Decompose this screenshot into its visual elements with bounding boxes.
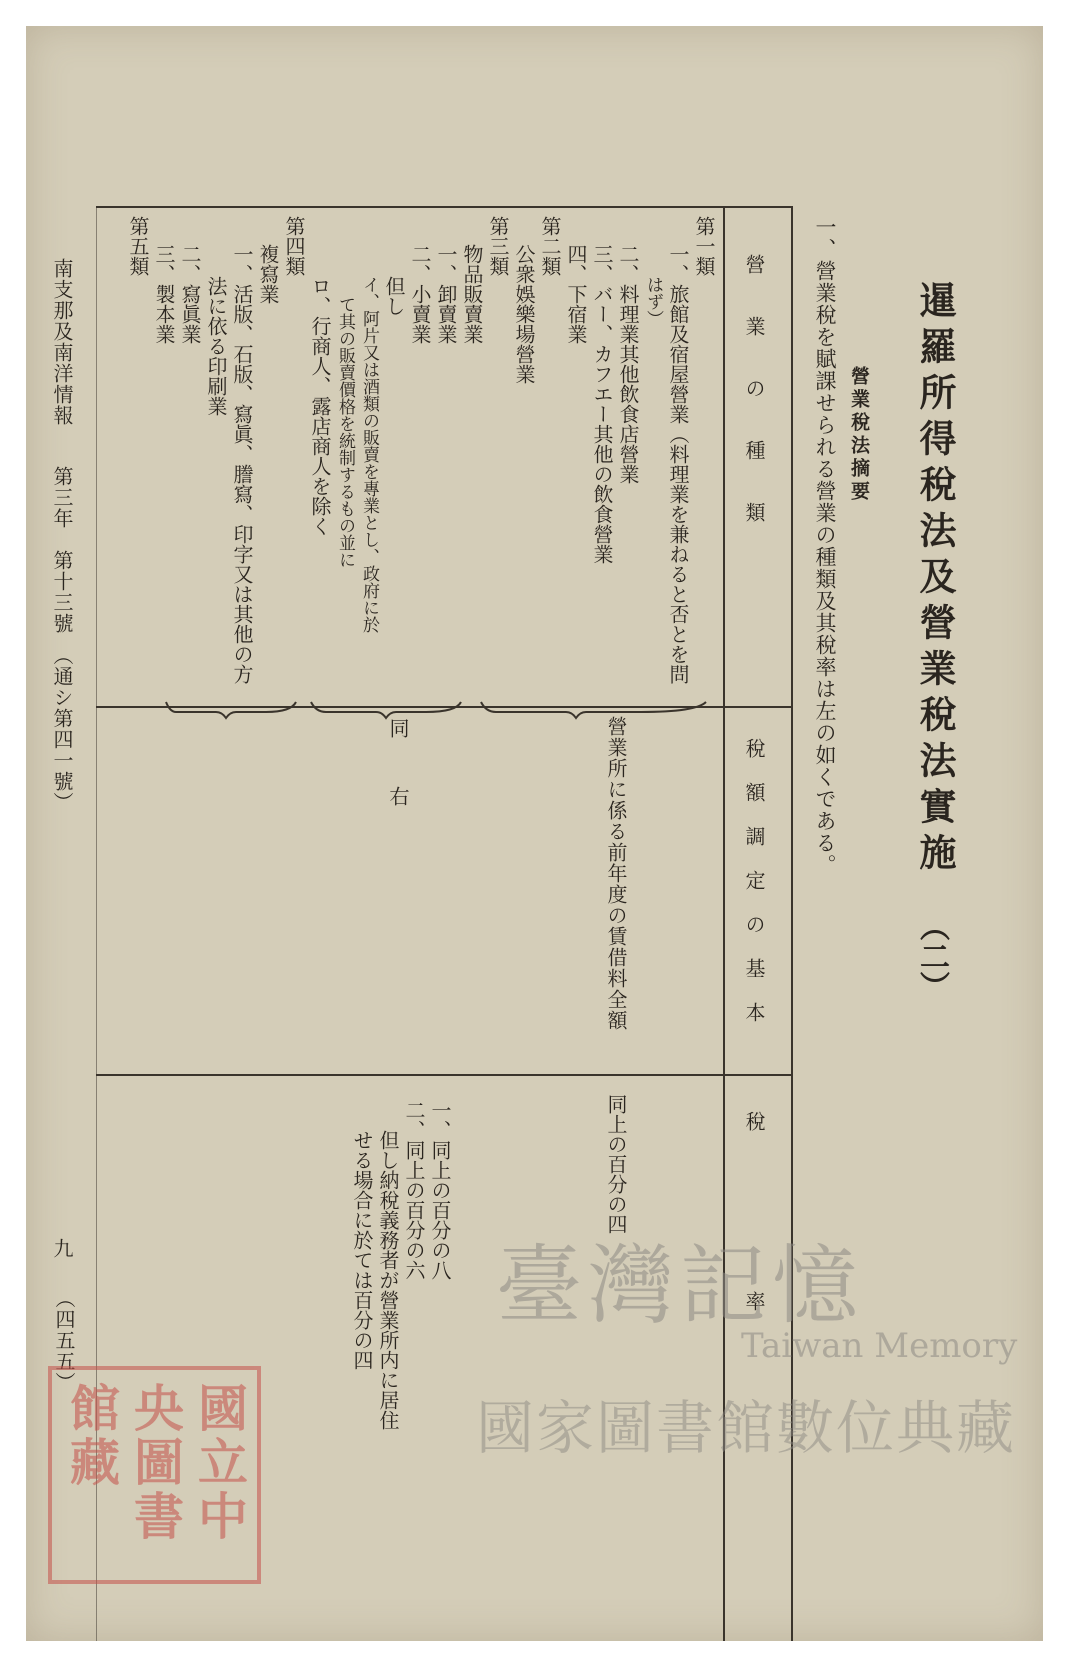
list-item: 第一類 xyxy=(692,216,716,276)
page-title: 暹羅所得稅法及營業稅法實施 xyxy=(913,281,957,879)
tax-basis-same: 同 右 xyxy=(386,718,410,820)
subtitle: 營業稅法摘要 xyxy=(848,366,870,504)
header-tax-rate: 稅率 xyxy=(742,1111,766,1471)
watermark-english: Taiwan Memory xyxy=(741,1326,1018,1366)
list-item: 二、料理業其他飲食店營業 xyxy=(616,244,640,484)
group-brace xyxy=(96,698,726,720)
list-item: イ、阿片又は酒類の販賣を專業とし、政府に於 xyxy=(359,276,379,633)
list-item: 第三類 xyxy=(486,216,510,276)
list-item: 第四類 xyxy=(282,216,306,276)
list-item: 第二類 xyxy=(538,216,562,276)
seal-text: 館藏 xyxy=(62,1382,121,1490)
tax-rate-line: 一、同上の百分の八 xyxy=(428,1100,452,1280)
list-item: て其の販賣價格を統制するもの並に xyxy=(335,296,355,568)
list-item: 公衆娛樂場營業 xyxy=(512,244,536,384)
page-number-total: （四五五） xyxy=(52,1288,76,1393)
tax-rate-line: せる場合に於ては百分の四 xyxy=(350,1130,374,1370)
list-item: 複寫業 xyxy=(256,244,280,304)
document-page xyxy=(26,26,1043,1641)
seal-text: 國立中 xyxy=(190,1382,249,1544)
intro-text: 一、營業稅を賦課せられる營業の種類及其稅率は左の如くである。 xyxy=(813,216,837,876)
page-number: 九 xyxy=(50,1238,74,1259)
list-item: はず） xyxy=(643,276,663,327)
watermark-main: 臺灣記憶 xyxy=(496,1236,864,1336)
list-item: 物品販賣業 xyxy=(460,244,484,344)
tax-rate-line: 但し納稅義務者が營業所内に居住 xyxy=(376,1130,400,1430)
header-business-types: 營業の種類 xyxy=(742,254,766,564)
tax-basis-rent: 營業所に係る前年度の賃借料全額 xyxy=(604,716,628,1031)
list-item: 四、下宿業 xyxy=(564,244,588,344)
list-item: 二、寫眞業 xyxy=(178,244,202,344)
table-row-divider-2 xyxy=(96,1074,793,1076)
list-item: 一、活版、石版、寫眞、謄寫、印字又は其他の方 xyxy=(230,244,254,684)
list-item: 三、バー、カフエー其他の飲食營業 xyxy=(590,244,614,564)
list-item: 一、旅館及宿屋營業（料理業を兼ねると否とを問 xyxy=(666,244,690,684)
tax-rate-4: 同上の百分の四 xyxy=(604,1094,628,1234)
watermark-sub: 國家圖書館數位典藏 xyxy=(476,1394,1017,1462)
list-item: 一、卸賣業 xyxy=(434,244,458,344)
table-top-border xyxy=(96,206,793,208)
title-part: （二） xyxy=(914,911,949,1001)
library-seal xyxy=(48,1366,261,1584)
seal-text: 央圖書 xyxy=(126,1382,185,1544)
journal-name: 南支那及南洋情報 xyxy=(50,258,74,426)
list-item: 二、小賣業 xyxy=(408,244,432,344)
header-tax-basis: 稅額調定の基本 xyxy=(742,738,766,1046)
list-item: 三、製本業 xyxy=(152,244,176,344)
issue-number: 第三年 第十三號 （通シ第四一號） xyxy=(50,466,74,813)
list-item: 但し xyxy=(382,276,406,316)
tax-rate-line: 二、同上の百分の六 xyxy=(402,1100,426,1280)
list-item: 第五類 xyxy=(126,216,150,276)
list-item: 法に依る印刷業 xyxy=(204,276,228,416)
list-item: ロ、行商人、露店商人を除く xyxy=(308,276,332,536)
